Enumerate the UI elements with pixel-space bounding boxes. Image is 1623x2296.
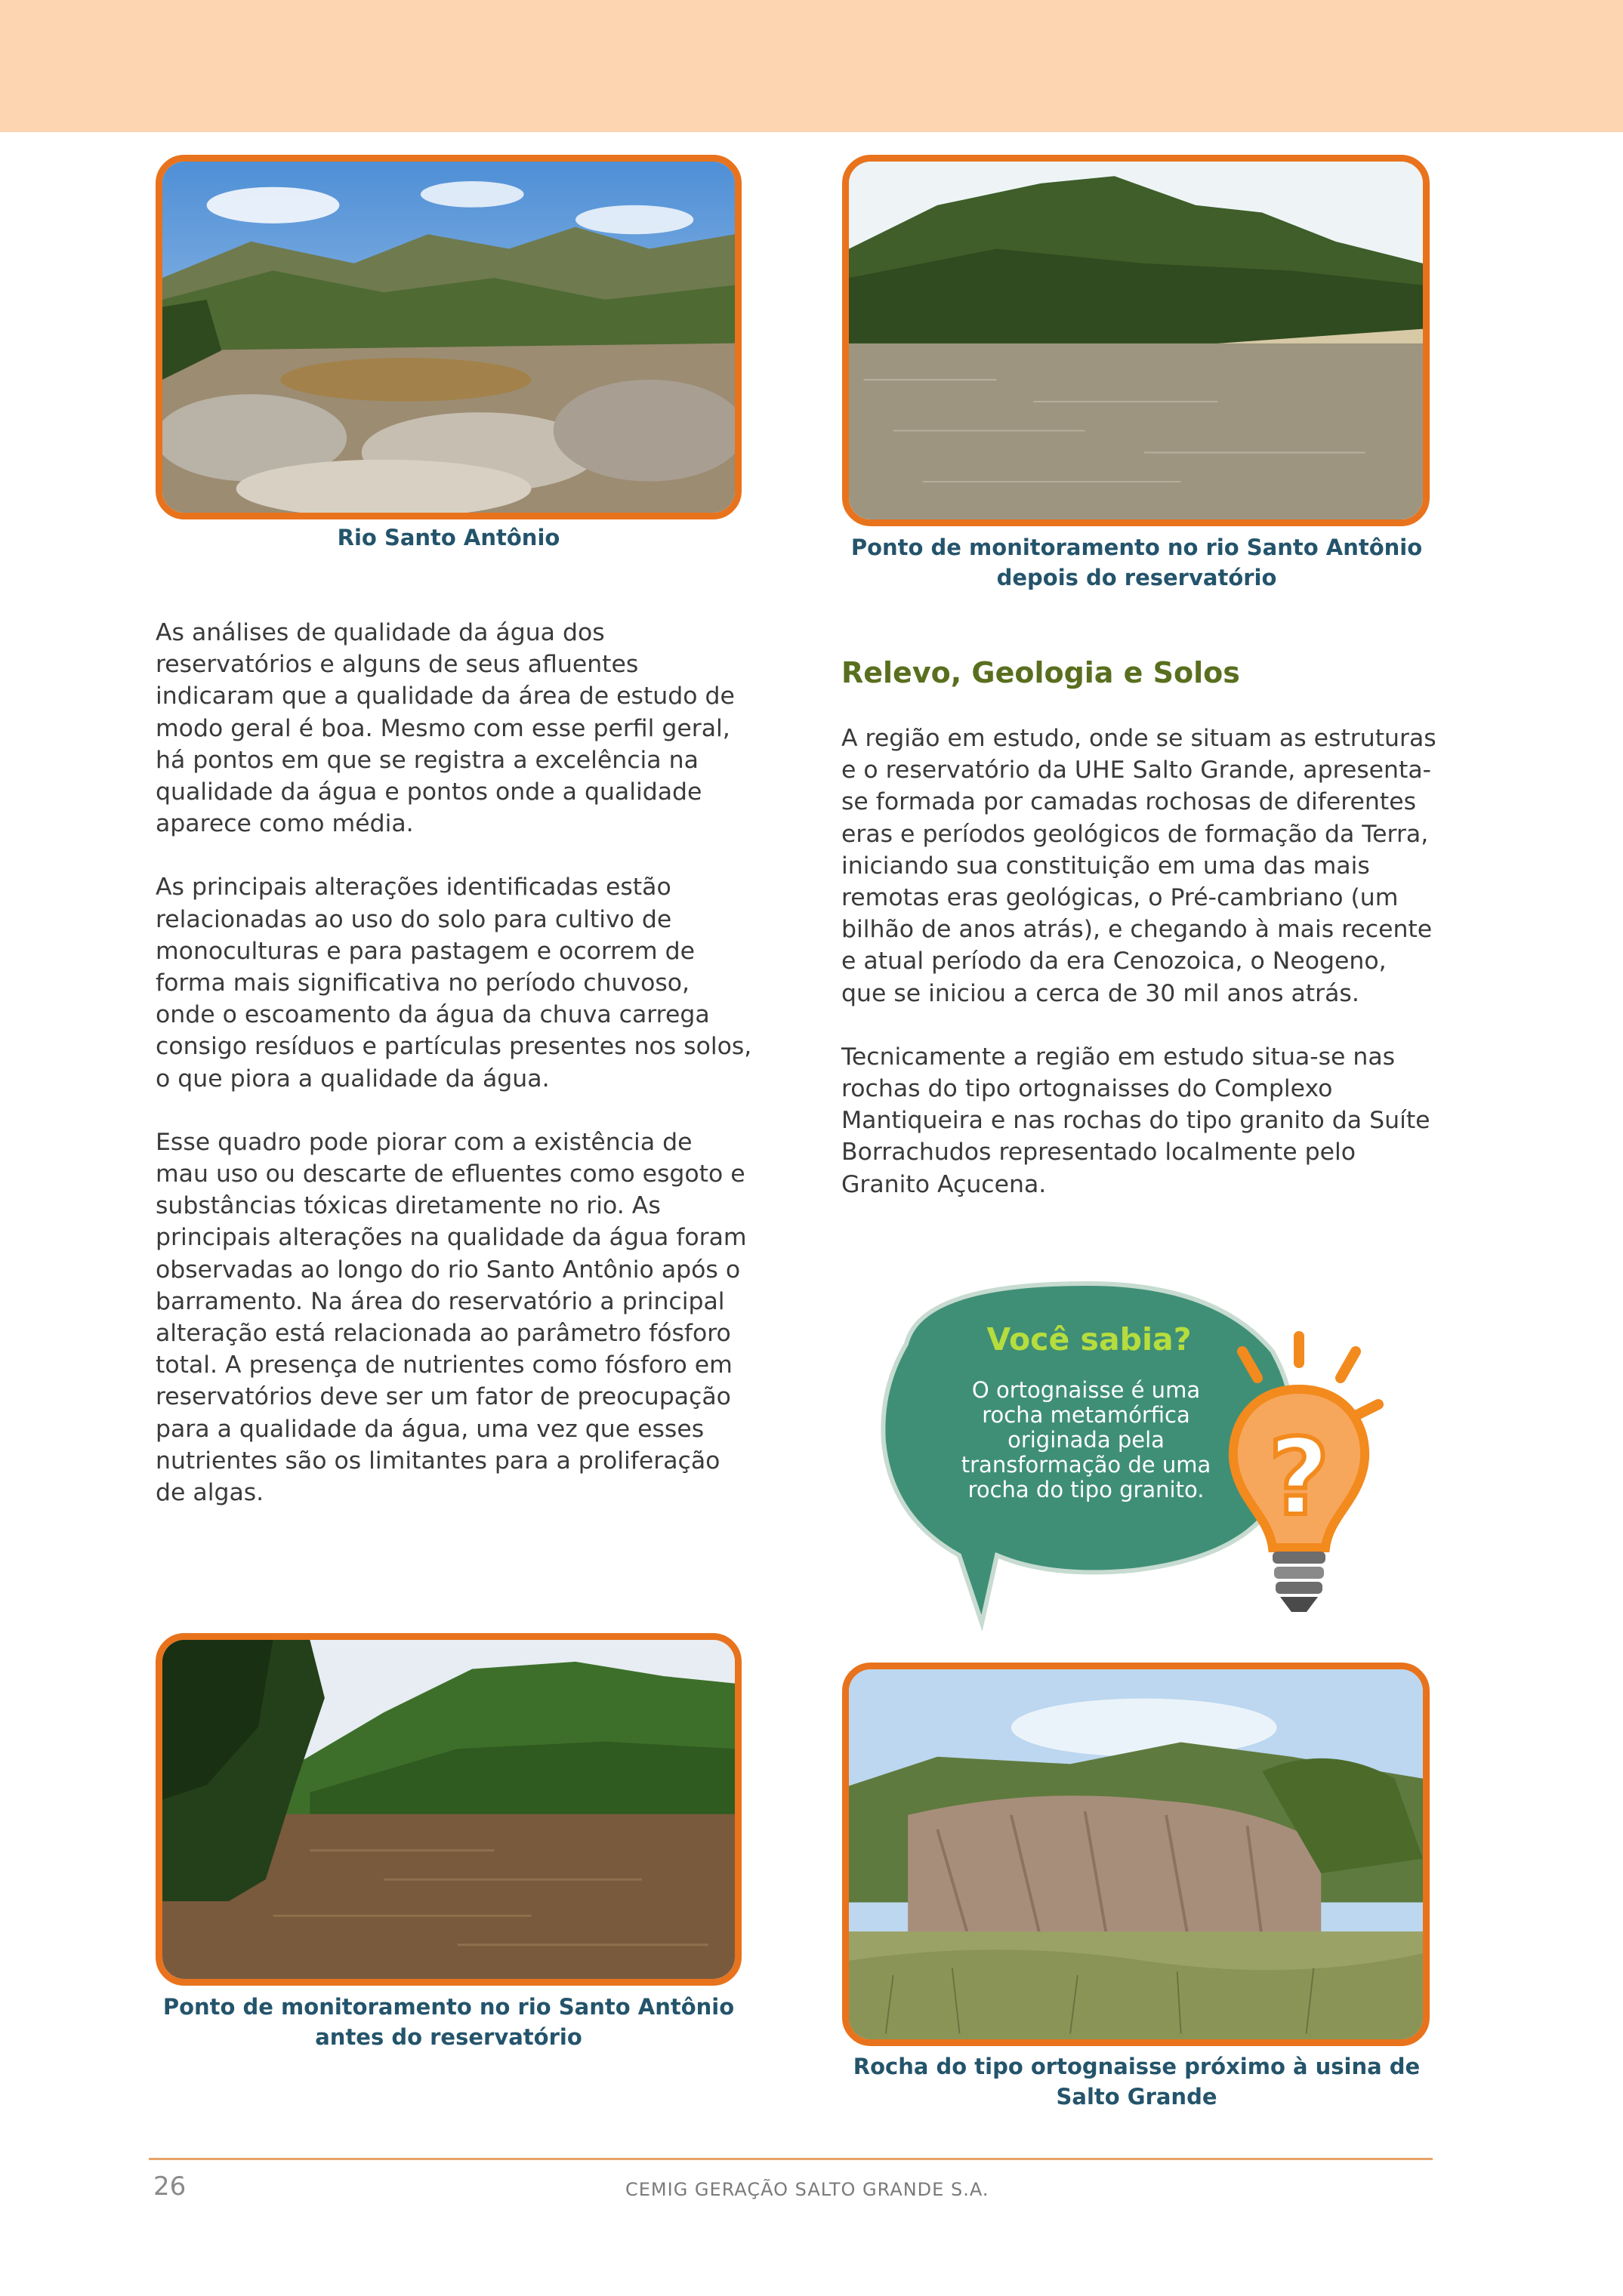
paragraph: As principais alterações identificadas estão relacionadas ao uso do solo para cultivo de monoculturas e para pastagem e ocorrem de forma mais significativa no período chuvoso, onde o escoamento da água da chuva carrega consigo resíduos e partículas presentes nos solos, o que piora a qualidade da água. <box>156 874 752 1093</box>
caption-line: Ponto de monitoramento no rio Santo Antônio <box>850 535 1423 560</box>
caption-text: Rio Santo Antônio <box>337 525 560 550</box>
left-column-text <box>156 617 752 1540</box>
photo-rio-santo-antonio <box>156 155 742 519</box>
caption-line: depois do reservatório <box>996 565 1277 590</box>
did-you-know-callout <box>861 1268 1390 1631</box>
page-number: 26 <box>153 2171 187 2202</box>
photo-orthogneiss-rock <box>842 1663 1430 2046</box>
caption-photo-3 <box>148 1992 749 2052</box>
paragraph: Esse quadro pode piorar com a existência de mau uso ou descarte de efluentes como esgoto e substâncias tóxicas diretamente no rio. As principais alterações na qualidade da água foram observadas ao longo do rio Santo Antônio após o barramento. Na área do reservatório a principal alteração está relacionada ao parâmetro fósforo total. A presença de nutrientes como fósforo em reservatórios deve ser um fator de preocupação para a qualidade da água, uma vez que esses nutrientes são os limitantes para a proliferação de algas. <box>156 1128 747 1507</box>
callout-title: Você sabia? <box>986 1321 1192 1358</box>
caption-line: Salto Grande <box>1056 2084 1217 2110</box>
header-band <box>0 0 1623 132</box>
svg-text:?: ? <box>1268 1416 1330 1539</box>
footer-company: CEMIG GERAÇÃO SALTO GRANDE S.A. <box>625 2179 989 2200</box>
heading-text: Relevo, Geologia e Solos <box>841 656 1240 689</box>
caption-line: antes do reservatório <box>315 2024 582 2050</box>
callout-text <box>927 1378 1245 1502</box>
caption-photo-1 <box>156 522 742 553</box>
callout-line: rocha metamórfica <box>982 1402 1190 1428</box>
caption-line: Ponto de monitoramento no rio Santo Antônio <box>162 1994 735 2020</box>
caption-photo-2 <box>835 532 1439 593</box>
caption-line: Rocha do tipo ortognaisse próximo à usina de <box>853 2054 1421 2079</box>
photo-monitoring-after-reservoir <box>842 155 1430 526</box>
paragraph: As análises de qualidade da água dos reservatórios e alguns de seus afluentes indicaram que a qualidade da área de estudo de modo geral é boa. Mesmo com esse perfil geral, há pontos em que se registra a excelência na qualidade da água e pontos onde a qualidade aparece como média. <box>156 619 735 838</box>
paragraph: A região em estudo, onde se situam as estruturas e o reservatório da UHE Salto Grande, apresenta-se formada por camadas rochosas de diferentes eras e períodos geológicos de formação da Terra, iniciando sua constituição em uma das mais remotas eras geológicas, o Pré-cambriano (um bilhão de anos atrás), e chegando à mais recente e atual período da era Cenozoica, o Neogeno, que se iniciou a cerca de 30 mil anos atrás. <box>841 725 1436 1007</box>
caption-photo-4 <box>835 2051 1439 2112</box>
callout-line: transformação de uma <box>961 1452 1211 1478</box>
footer-rule <box>149 2158 1433 2160</box>
callout-line: O ortognaisse é uma <box>971 1377 1201 1403</box>
section-heading <box>841 655 1430 690</box>
photo-monitoring-before-reservoir <box>156 1633 742 1986</box>
callout-line: rocha do tipo granito. <box>967 1477 1205 1502</box>
callout-line: originada pela <box>1007 1427 1165 1453</box>
right-column-text <box>841 723 1438 1232</box>
paragraph: Tecnicamente a região em estudo situa-se nas rochas do tipo ortognaisses do Complexo Mantiqueira e nas rochas do tipo granito da Suíte Borrachudos representado localmente pelo Granito Açucena. <box>841 1043 1430 1198</box>
